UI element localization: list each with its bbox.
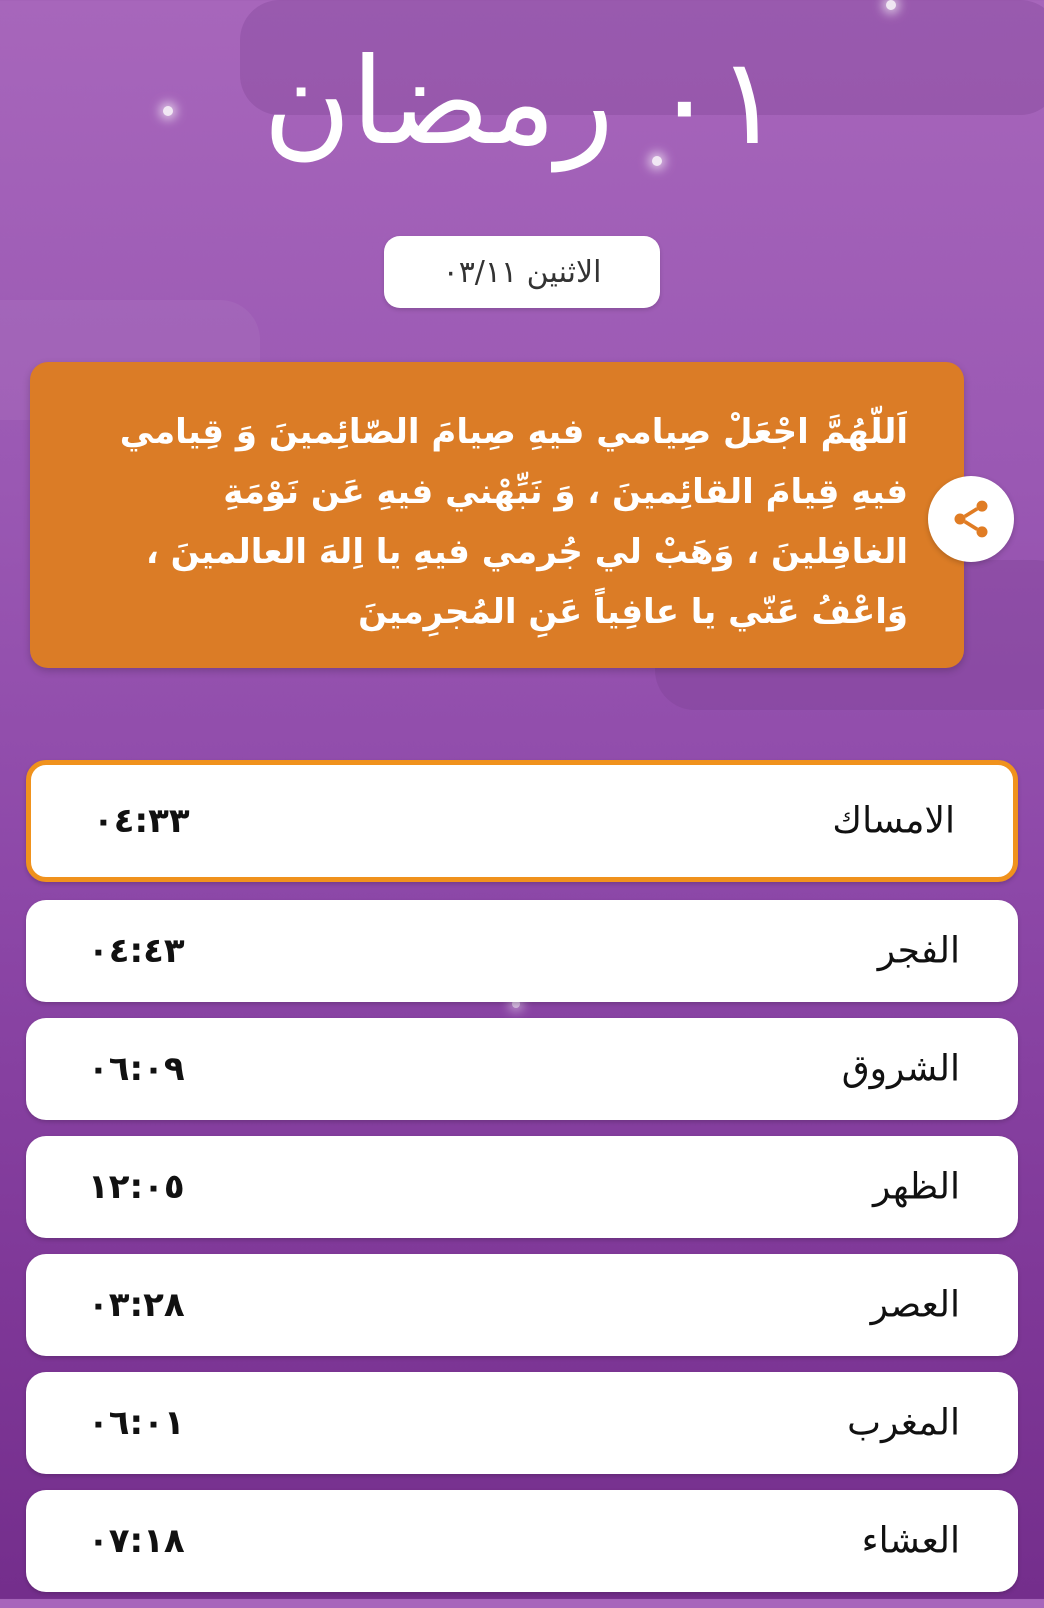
prayer-time: ٠٣:٢٨	[88, 1285, 185, 1325]
dua-text: اَللّهُمَّ اجْعَلْ صِيامي فيهِ صِيامَ الصّائِمينَ وَ قِيامي فيهِ قِيامَ القائِمينَ ، وَ نَبِّهْني فيهِ عَن نَوْمَةِ الغافِلينَ ، وَهَبْ لي جُرمي فيهِ يا اِلهَ العالمينَ ، وَاعْفُ عَنّي يا عافِياً عَنِ المُجرِمينَ	[119, 412, 908, 632]
date-badge	[384, 236, 660, 308]
prayer-row-sunrise[interactable]	[26, 1018, 1018, 1120]
prayer-row-imsak[interactable]	[26, 760, 1018, 882]
share-button[interactable]	[928, 476, 1014, 562]
prayer-name: العشاء	[861, 1520, 960, 1562]
prayer-name: الفجر	[877, 930, 960, 972]
page-title: ٠١ رمضان	[262, 33, 782, 172]
share-icon	[949, 497, 993, 541]
prayer-name: الامساك	[832, 800, 955, 842]
prayer-name: العصر	[870, 1284, 960, 1326]
sparkle-decor	[886, 0, 896, 10]
prayer-name: المغرب	[847, 1402, 960, 1444]
prayer-time: ٠٤:٣٣	[93, 801, 190, 841]
prayer-row-asr[interactable]	[26, 1254, 1018, 1356]
prayer-row-fajr[interactable]	[26, 900, 1018, 1002]
prayer-time: ٠٤:٤٣	[88, 931, 185, 971]
prayer-time: ٠٦:٠٩	[88, 1049, 185, 1089]
prayer-row-dhuhr[interactable]	[26, 1136, 1018, 1238]
prayer-times-list	[26, 760, 1018, 1608]
prayer-row-maghrib[interactable]	[26, 1372, 1018, 1474]
prayer-time: ٠٦:٠١	[88, 1403, 185, 1443]
prayer-name: الشروق	[841, 1048, 960, 1090]
prayer-time: ٠٧:١٨	[88, 1521, 185, 1561]
prayer-name: الظهر	[873, 1166, 960, 1208]
prayer-row-isha[interactable]	[26, 1490, 1018, 1592]
prayer-time: ١٢:٠٥	[88, 1167, 185, 1207]
date-label: الاثنين ٠٣/١١	[442, 254, 602, 290]
